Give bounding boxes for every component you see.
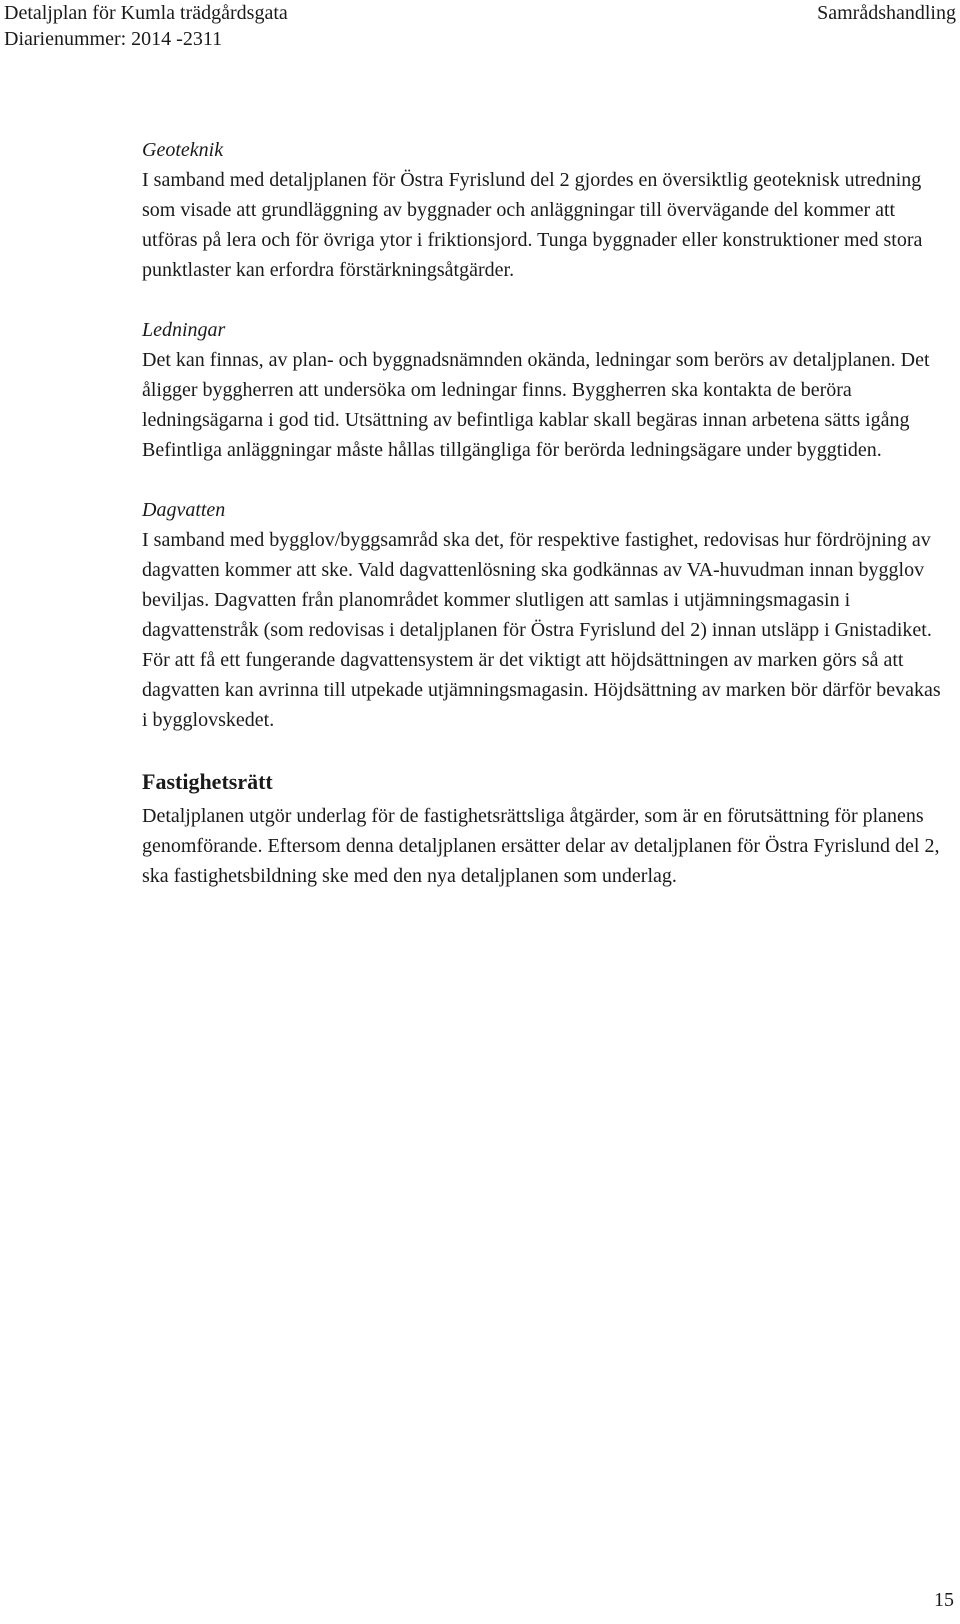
page-header bbox=[0, 0, 960, 60]
section-fastighetsratt bbox=[142, 765, 942, 891]
heading-ledningar: Ledningar bbox=[142, 319, 226, 341]
text-geoteknik: I samband med detaljplanen för Östra Fyrislund del 2 gjordes en översiktlig geoteknisk utredning som visade att grundläggning av byggnader och anläggningar till övervägande del kommer att utföras på lera och för övriga ytor i friktionsjord. Tunga byggnader eller konstruktioner med stora punktlaster kan erfordra förstärkningsåtgärder. bbox=[142, 169, 923, 281]
text-ledningar: Det kan finnas, av plan- och byggnadsnämnden okända, ledningar som berörs av detaljplanen. Det åligger byggherren att undersöka om ledningar finns. Byggherren ska kontakta de beröra ledningsägarna i god tid. Utsättning av befintliga kablar skall begäras innan arbetena sätts igång Befintliga anläggningar måste hållas tillgängliga för berörda ledningsägare under byggtiden. bbox=[142, 349, 930, 461]
heading-dagvatten: Dagvatten bbox=[142, 499, 226, 521]
header-left bbox=[4, 0, 288, 52]
section-geoteknik bbox=[142, 135, 942, 285]
page-content bbox=[142, 135, 942, 891]
document-title: Detaljplan för Kumla trädgårdsgata bbox=[4, 2, 288, 24]
page-number: 15 bbox=[934, 1589, 954, 1611]
text-dagvatten: I samband med bygglov/byggsamråd ska det, för respektive fastighet, redovisas hur fördröjning av dagvatten kommer att ske. Vald dagvattenlösning ska godkännas av VA-huvudman innan bygglov beviljas. Dagvatten från planområdet kommer slutligen att samlas i utjämningsmagasin i dagvattenstråk (som redovisas i detaljplanen för Östra Fyrislund del 2) innan utsläpp i Gnistadiket. För att få ett fungerande dagvattensystem är det viktigt att höjdsättningen av marken görs så att dagvatten kan avrinna till utpekade utjämningsmagasin. Höjdsättning av marken bör därför bevakas i bygglovskedet. bbox=[142, 529, 941, 731]
heading-geoteknik: Geoteknik bbox=[142, 139, 224, 161]
section-ledningar bbox=[142, 315, 942, 465]
section-dagvatten bbox=[142, 495, 942, 735]
heading-fastighetsratt: Fastighetsrätt bbox=[142, 769, 273, 794]
text-fastighetsratt: Detaljplanen utgör underlag för de fastighetsrättsliga åtgärder, som är en förutsättning för planens genomförande. Eftersom denna detaljplanen ersätter delar av detaljplanen för Östra Fyrislund del 2, ska fastighetsbildning ske med den nya detaljplanen som underlag. bbox=[142, 805, 940, 887]
diary-number: Diarienummer: 2014 -2311 bbox=[4, 28, 223, 50]
document-type: Samrådshandling bbox=[817, 2, 956, 24]
